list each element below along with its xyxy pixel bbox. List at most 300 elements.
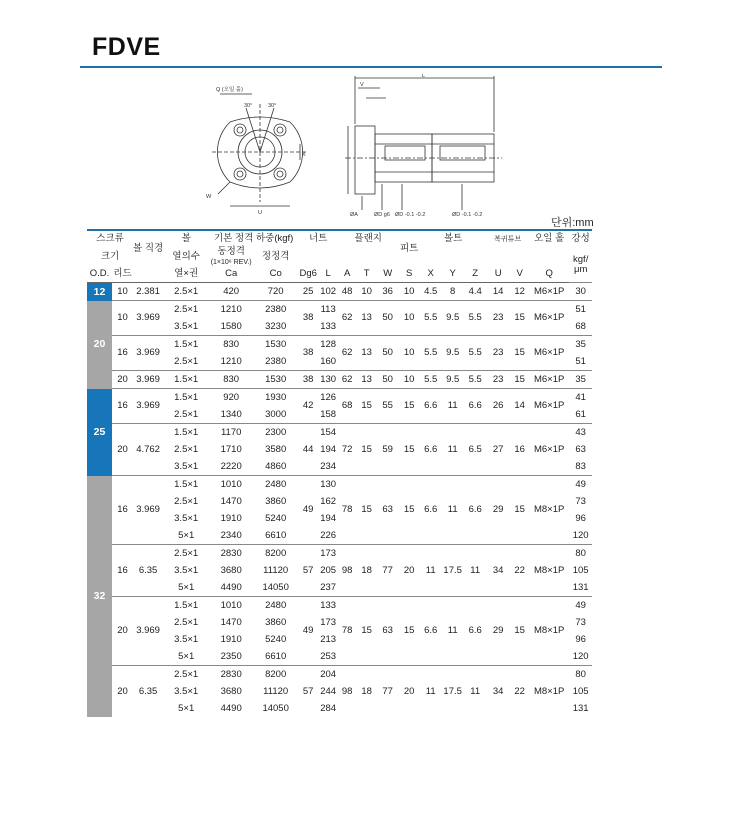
co-cell: 14050: [262, 581, 289, 593]
z-cell: 4.4: [464, 283, 486, 301]
dg6-cell: 42: [298, 389, 318, 424]
table-row: [87, 597, 592, 615]
l-cell: 130: [318, 476, 338, 494]
u-cell: 29: [486, 476, 510, 545]
z-cell: 6.6: [464, 476, 486, 545]
header-stiffness-unit: [569, 247, 592, 283]
y-cell: 11: [441, 424, 464, 476]
t-cell: 18: [356, 666, 377, 718]
w-cell: 50: [377, 301, 398, 336]
table-row: [87, 545, 592, 563]
circuits-cell: 2.5×1: [163, 545, 209, 563]
circuits-cell: 1.5×1: [163, 597, 209, 615]
a-cell: 62: [338, 371, 356, 389]
lead-cell: 20: [112, 371, 133, 389]
od-cell: 20: [87, 301, 112, 389]
header-circuits: 열의수: [172, 250, 200, 262]
v-cell: 12: [510, 283, 529, 301]
stiffness-cell: 120: [572, 650, 589, 662]
header-dynamic: [209, 247, 253, 266]
stiffness-cell: 96: [575, 633, 586, 645]
ca-cell: 1470: [220, 495, 242, 507]
co-cell: 2480: [253, 597, 298, 615]
v-cell: 22: [510, 666, 529, 718]
dia-d-tol-label: ØD -0.1 -0.2: [395, 212, 426, 218]
header-dynamic-label: 동정격: [217, 246, 245, 257]
ca-cell: 2350: [220, 650, 242, 662]
l-cell: 213: [320, 633, 337, 645]
header-stiffness: 강성: [569, 230, 592, 247]
x-dim-label: X: [302, 152, 306, 158]
od-cell: 25: [87, 389, 112, 476]
circuits-cell: 3.5×1: [174, 512, 199, 524]
s-cell: 15: [398, 424, 420, 476]
stiffness-cell: 61: [575, 408, 586, 420]
ball-dia-cell: 3.969: [133, 389, 163, 424]
header-oil-hole: 오일 홀: [529, 230, 569, 247]
stiffness-cell: 49: [569, 597, 592, 615]
s-cell: 10: [398, 336, 420, 371]
co-cell: 3000: [265, 408, 287, 420]
x-cell: 5.5: [420, 371, 441, 389]
header-screw: 스크류: [87, 230, 133, 247]
circuits-cell: 2.5×1: [174, 495, 199, 507]
w-cell: 63: [377, 597, 398, 666]
ca-cell: 1910: [220, 633, 242, 645]
t-cell: 13: [356, 301, 377, 336]
u-cell: 34: [486, 545, 510, 597]
x-cell: 6.6: [420, 476, 441, 545]
circuits-cell: 5×1: [178, 702, 195, 714]
table-row: [87, 371, 592, 389]
circuits-cell: 2.5×1: [163, 283, 209, 301]
v-cell: 15: [510, 336, 529, 371]
q-cell: M6×1P: [529, 336, 569, 371]
ca-cell: 1010: [209, 476, 253, 494]
dg6-cell: 44: [298, 424, 318, 476]
a-cell: 68: [338, 389, 356, 424]
q-cell: M6×1P: [529, 424, 569, 476]
s-cell: 10: [398, 283, 420, 301]
header-dg6: Dg6: [298, 266, 318, 283]
t-cell: 13: [356, 336, 377, 371]
dg6-cell: 25: [298, 283, 318, 301]
stiffness-cell: 131: [572, 702, 589, 714]
l-cell: 253: [320, 650, 337, 662]
table-row: [87, 476, 592, 494]
circuits-cell: 3.5×1: [174, 685, 199, 697]
ca-cell: 920: [209, 389, 253, 407]
header-ball: 볼: [163, 230, 209, 247]
w-cell: 50: [377, 371, 398, 389]
q-cell: M8×1P: [529, 597, 569, 666]
ca-cell: 2220: [220, 460, 242, 472]
l-cell: 284: [320, 702, 337, 714]
x-cell: 5.5: [420, 301, 441, 336]
w-cell: 55: [377, 389, 398, 424]
dg6-cell: 49: [298, 597, 318, 666]
circuits-cell: 1.5×1: [163, 424, 209, 442]
u-cell: 23: [486, 371, 510, 389]
circuits-cell: 2.5×1: [174, 443, 199, 455]
header-return-tube: 복귀튜브: [486, 230, 529, 247]
lead-cell: 10: [112, 301, 133, 336]
co-cell: 6610: [265, 650, 287, 662]
y-cell: 9.5: [441, 336, 464, 371]
stiffness-cell: 73: [575, 495, 586, 507]
u-dim-label: U: [258, 210, 262, 216]
y-cell: 17.5: [441, 545, 464, 597]
a-cell: 62: [338, 336, 356, 371]
y-cell: 17.5: [441, 666, 464, 718]
circuits-cell: 1.5×1: [163, 336, 209, 354]
w-cell: 36: [377, 283, 398, 301]
header-s: S: [398, 266, 420, 283]
a-cell: 78: [338, 597, 356, 666]
header-fit: 피트: [398, 230, 420, 266]
ball-dia-cell: 4.762: [133, 424, 163, 476]
circuits-cell: 3.5×1: [174, 320, 199, 332]
ca-cell: 4490: [220, 581, 242, 593]
dg6-cell: 38: [298, 301, 318, 336]
ca-cell: 2340: [220, 529, 242, 541]
header-u: U: [486, 266, 510, 283]
q-cell: M8×1P: [529, 666, 569, 718]
header-lead: 리드: [112, 266, 133, 283]
stiffness-cell: 73: [575, 616, 586, 628]
l-cell: 204: [318, 666, 338, 684]
ca-cell: 4490: [220, 702, 242, 714]
x-cell: 4.5: [420, 283, 441, 301]
s-cell: 15: [398, 389, 420, 424]
l-cell: 173: [320, 616, 337, 628]
t-cell: 13: [356, 371, 377, 389]
x-cell: 5.5: [420, 336, 441, 371]
circuits-cell: 2.5×1: [174, 355, 199, 367]
y-cell: 11: [441, 476, 464, 545]
u-cell: 14: [486, 283, 510, 301]
ball-dia-cell: 3.969: [133, 476, 163, 545]
ca-cell: 3680: [220, 685, 242, 697]
co-cell: 11120: [263, 685, 289, 697]
l-cell: 194: [320, 512, 337, 524]
u-cell: 26: [486, 389, 510, 424]
dia-d-label: ØD g6: [374, 212, 390, 218]
od-cell: 12: [87, 283, 112, 301]
co-cell: 1530: [253, 371, 298, 389]
lead-cell: 20: [112, 424, 133, 476]
stiffness-cell: 96: [575, 512, 586, 524]
lead-cell: 16: [112, 476, 133, 545]
header-stiff-unit-1: kgf/: [573, 254, 589, 265]
table-row: [87, 336, 592, 354]
t-cell: 10: [356, 283, 377, 301]
header-bolt: 볼트: [420, 230, 486, 247]
table-row: [87, 301, 592, 319]
l-cell: 244: [320, 685, 337, 697]
stiffness-cell: 80: [569, 545, 592, 563]
stiffness-cell: 51: [569, 301, 592, 319]
header-x: X: [420, 266, 441, 283]
ball-dia-cell: 6.35: [133, 666, 163, 718]
ca-cell: 1210: [209, 301, 253, 319]
ca-cell: 1210: [220, 355, 242, 367]
co-cell: 2380: [265, 355, 287, 367]
header-static: 정정격: [261, 250, 290, 262]
table-row: [87, 283, 592, 301]
l-cell: 160: [320, 355, 337, 367]
header-dynamic-note: (1×10⁶ REV.): [210, 258, 252, 266]
unit-label: 단위:mm: [551, 217, 594, 229]
z-cell: 11: [464, 545, 486, 597]
q-cell: M6×1P: [529, 301, 569, 336]
l-cell: 126: [318, 389, 338, 407]
l-cell: 130: [318, 371, 338, 389]
header-q: Q: [529, 266, 569, 283]
x-cell: 6.6: [420, 424, 441, 476]
header-stiff-unit-2: μm: [573, 263, 588, 275]
circuits-cell: 2.5×1: [174, 616, 199, 628]
dg6-cell: 57: [298, 666, 318, 718]
header-size: 크기: [100, 250, 120, 262]
ball-dia-cell: 3.969: [133, 597, 163, 666]
angle-label-right: 30°: [268, 103, 277, 109]
a-cell: 48: [338, 283, 356, 301]
l-cell: 128: [318, 336, 338, 354]
co-cell: 8200: [253, 666, 298, 684]
table-row: [87, 666, 592, 684]
a-cell: 98: [338, 545, 356, 597]
y-cell: 9.5: [441, 301, 464, 336]
spec-table: [87, 229, 592, 717]
v-cell: 15: [510, 371, 529, 389]
l-cell: 234: [320, 460, 337, 472]
stiffness-cell: 105: [572, 685, 589, 697]
title-rule: [80, 66, 662, 68]
u-cell: 29: [486, 597, 510, 666]
co-cell: 1530: [253, 336, 298, 354]
co-cell: 8200: [253, 545, 298, 563]
t-cell: 15: [356, 389, 377, 424]
dg6-cell: 38: [298, 371, 318, 389]
u-cell: 23: [486, 336, 510, 371]
x-cell: 6.6: [420, 597, 441, 666]
stiffness-cell: 49: [569, 476, 592, 494]
v-cell: 16: [510, 424, 529, 476]
t-cell: 15: [356, 476, 377, 545]
a-cell: 98: [338, 666, 356, 718]
stiffness-cell: 35: [569, 336, 592, 354]
s-cell: 10: [398, 371, 420, 389]
circuits-cell: 3.5×1: [174, 633, 199, 645]
x-cell: 6.6: [420, 389, 441, 424]
w-dim-label: W: [206, 194, 212, 200]
x-cell: 11: [420, 545, 441, 597]
header-v: V: [510, 266, 529, 283]
q-cell: M6×1P: [529, 389, 569, 424]
ca-cell: 2830: [209, 666, 253, 684]
dg6-cell: 57: [298, 545, 318, 597]
v-cell: 15: [510, 597, 529, 666]
a-cell: 78: [338, 476, 356, 545]
ca-cell: 1010: [209, 597, 253, 615]
l-cell: 173: [318, 545, 338, 563]
stiffness-cell: 43: [569, 424, 592, 442]
x-cell: 11: [420, 666, 441, 718]
w-cell: 63: [377, 476, 398, 545]
circuits-cell: 5×1: [178, 581, 195, 593]
stiffness-cell: 35: [569, 371, 592, 389]
spec-table-body: [87, 283, 592, 718]
oil-hole-label: Q (오일 홀): [216, 87, 243, 93]
s-cell: 15: [398, 597, 420, 666]
stiffness-cell: 83: [575, 460, 586, 472]
ca-cell: 1910: [220, 512, 242, 524]
l-cell: 162: [320, 495, 337, 507]
l-cell: 158: [320, 408, 337, 420]
stiffness-cell: 51: [575, 355, 586, 367]
header-circuits2: 열×권: [163, 266, 209, 283]
dia-a-label: ØA: [350, 212, 358, 218]
page-title: FDVE: [92, 33, 161, 61]
header-z: Z: [464, 266, 486, 283]
l-cell: 237: [320, 581, 337, 593]
circuits-cell: 5×1: [178, 650, 195, 662]
co-cell: 4860: [265, 460, 287, 472]
co-cell: 11120: [263, 564, 289, 576]
q-cell: M8×1P: [529, 545, 569, 597]
z-cell: 6.6: [464, 597, 486, 666]
circuits-cell: 1.5×1: [163, 371, 209, 389]
header-a: A: [338, 266, 356, 283]
stiffness-cell: 105: [572, 564, 589, 576]
y-cell: 9.5: [441, 371, 464, 389]
circuits-cell: 2.5×1: [163, 301, 209, 319]
v-dim-label: V: [360, 82, 364, 88]
co-cell: 2380: [253, 301, 298, 319]
y-cell: 11: [441, 597, 464, 666]
circuits-cell: 1.5×1: [163, 476, 209, 494]
header-ca: Ca: [209, 266, 253, 283]
v-cell: 15: [510, 301, 529, 336]
ca-cell: 1470: [220, 616, 242, 628]
l-cell: 113: [318, 301, 338, 319]
table-row: [87, 389, 592, 407]
s-cell: 20: [398, 666, 420, 718]
ca-cell: 1710: [220, 443, 242, 455]
y-cell: 11: [441, 389, 464, 424]
dg6-cell: 49: [298, 476, 318, 545]
ca-cell: 830: [209, 371, 253, 389]
circuits-cell: 2.5×1: [174, 408, 199, 420]
technical-drawing: [190, 74, 510, 219]
ca-cell: 1340: [220, 408, 242, 420]
circuits-cell: 5×1: [178, 529, 195, 541]
l-cell: 154: [318, 424, 338, 442]
stiffness-cell: 131: [572, 581, 589, 593]
header-nut: 너트: [298, 230, 338, 247]
circuits-cell: 3.5×1: [174, 460, 199, 472]
header-y: Y: [441, 266, 464, 283]
l-cell: 133: [320, 320, 337, 332]
header-flange: 플랜지: [338, 230, 398, 247]
ball-dia-cell: 6.35: [133, 545, 163, 597]
w-cell: 77: [377, 545, 398, 597]
circuits-cell: 3.5×1: [174, 564, 199, 576]
v-cell: 22: [510, 545, 529, 597]
ball-dia-cell: 3.969: [133, 336, 163, 371]
t-cell: 15: [356, 597, 377, 666]
header-basic-load: 기본 정격 하중(kgf): [209, 230, 298, 247]
stiffness-cell: 80: [569, 666, 592, 684]
z-cell: 6.6: [464, 389, 486, 424]
ca-cell: 3680: [220, 564, 242, 576]
z-cell: 5.5: [464, 336, 486, 371]
ca-cell: 1580: [220, 320, 242, 332]
t-cell: 18: [356, 545, 377, 597]
ca-cell: 830: [209, 336, 253, 354]
co-cell: 1930: [253, 389, 298, 407]
l-cell: 205: [320, 564, 337, 576]
stiffness-cell: 120: [572, 529, 589, 541]
co-cell: 6610: [265, 529, 287, 541]
a-cell: 72: [338, 424, 356, 476]
z-cell: 5.5: [464, 301, 486, 336]
lead-cell: 10: [112, 283, 133, 301]
q-cell: M6×1P: [529, 283, 569, 301]
co-cell: 3230: [265, 320, 287, 332]
ca-cell: 1170: [209, 424, 253, 442]
table-row: [87, 424, 592, 442]
header-l: L: [318, 266, 338, 283]
z-cell: 6.5: [464, 424, 486, 476]
s-cell: 20: [398, 545, 420, 597]
q-cell: M6×1P: [529, 371, 569, 389]
co-cell: 3580: [265, 443, 287, 455]
lead-cell: 16: [112, 545, 133, 597]
z-cell: 5.5: [464, 371, 486, 389]
lead-cell: 16: [112, 389, 133, 424]
dia-d-tol-label-2: ØD -0.1 -0.2: [452, 212, 483, 218]
stiffness-cell: 68: [575, 320, 586, 332]
w-cell: 50: [377, 336, 398, 371]
stiffness-cell: 30: [569, 283, 592, 301]
u-cell: 23: [486, 301, 510, 336]
ca-cell: 2830: [209, 545, 253, 563]
s-cell: 15: [398, 476, 420, 545]
od-cell: 32: [87, 476, 112, 718]
header-co: Co: [253, 266, 298, 283]
u-cell: 27: [486, 424, 510, 476]
co-cell: 3860: [265, 495, 287, 507]
ball-dia-cell: 3.969: [133, 371, 163, 389]
u-cell: 34: [486, 666, 510, 718]
co-cell: 5240: [265, 512, 287, 524]
co-cell: 5240: [265, 633, 287, 645]
y-cell: 8: [441, 283, 464, 301]
header-od: O.D.: [87, 266, 112, 283]
header-ball-dia: 볼 직경: [133, 230, 163, 266]
l-cell: 194: [320, 443, 337, 455]
t-cell: 15: [356, 424, 377, 476]
a-cell: 62: [338, 301, 356, 336]
circuits-cell: 2.5×1: [163, 666, 209, 684]
lead-cell: 20: [112, 597, 133, 666]
w-cell: 77: [377, 666, 398, 718]
co-cell: 2300: [253, 424, 298, 442]
z-cell: 11: [464, 666, 486, 718]
ball-dia-cell: 3.969: [133, 301, 163, 336]
